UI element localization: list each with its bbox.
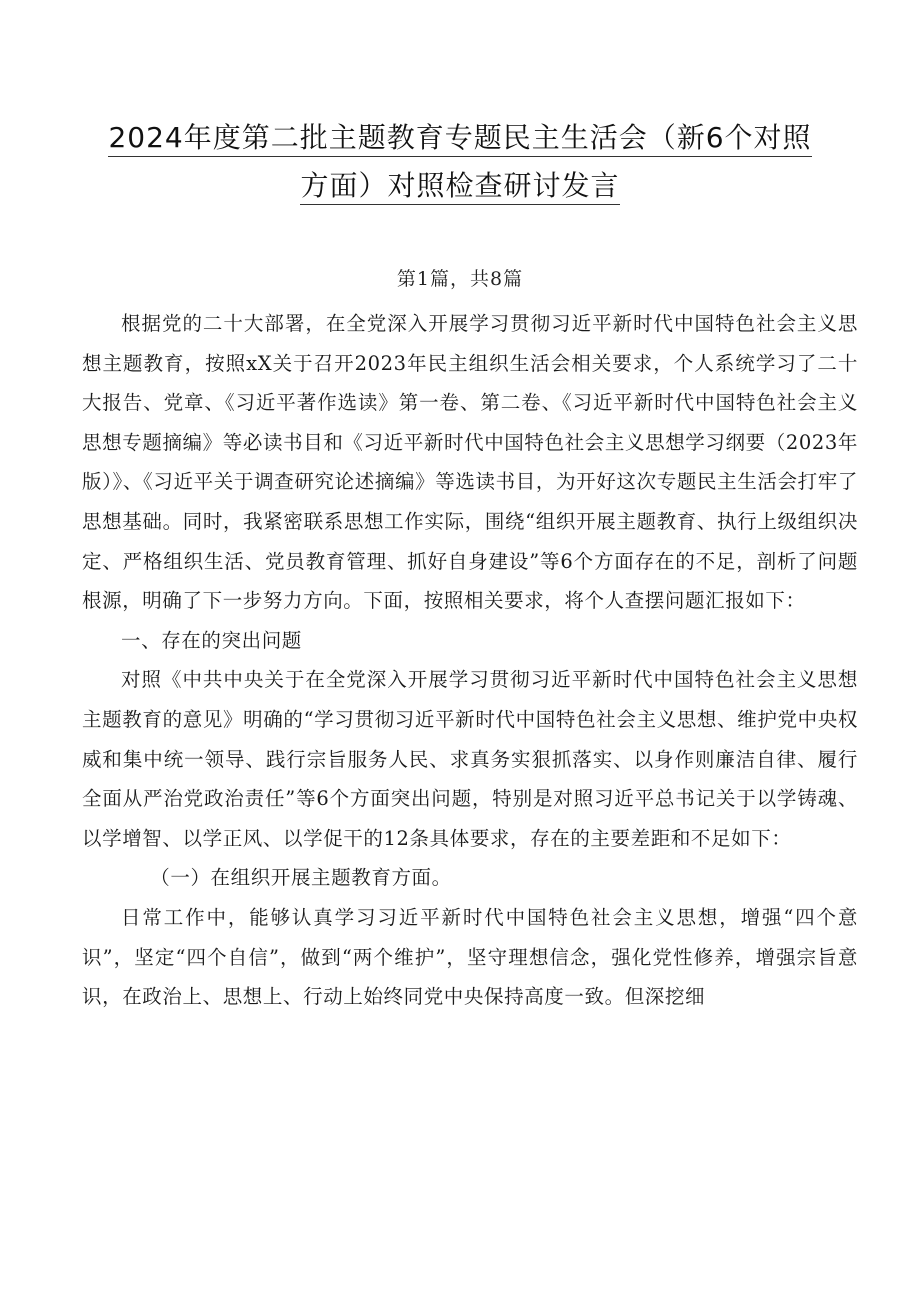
subsection-heading-1: （一）在组织开展主题教育方面。 — [150, 866, 452, 890]
document-body — [82, 304, 858, 1017]
document-title-line-1 — [60, 116, 860, 156]
paragraph-daily-work: 日常工作中，能够认真学习习近平新时代中国特色社会主义思想，增强“四个意识”，坚定“四个自信”，做到“两个维护”，坚守理想信念，强化党性修养，增强宗旨意识，在政治上、思想上、行动上始终同党中央保持高度一致。但深挖细 — [82, 905, 858, 1009]
document-title-line-2 — [60, 164, 860, 204]
paragraph-intro: 根据党的二十大部署，在全党深入开展学习贯彻习近平新时代中国特色社会主义思想主题教育，按照xX关于召开2023年民主组织生活会相关要求，个人系统学习了二十大报告、党章、《习近平著作选读》第一卷、第二卷、《习近平新时代中国特色社会主义思想专题摘编》等必读书目和《习近平新时代中国特色社会主义思想学习纲要（2023年版）》、《习近平关于调查研究论述摘编》等选读书目，为开好这次专题民主生活会打牢了思想基础。同时，我紧密联系思想工作实际，围绕“组织开展主题教育、执行上级组织决定、严格组织生活、党员教育管理、抓好自身建设”等6个方面存在的不足，剖析了问题根源，明确了下一步努力方向。下面，按照相关要求，将个人查摆问题汇报如下： — [82, 312, 858, 613]
document-title-text-1: 2024年度第二批主题教育专题民主生活会（新6个对照 — [108, 121, 811, 157]
section-heading-1: 一、存在的突出问题 — [121, 628, 302, 652]
document-title-text-2: 方面）对照检查研讨发言 — [300, 169, 619, 205]
part-indicator: 第1篇，共8篇 — [396, 268, 524, 290]
paragraph-problems: 对照《中共中央关于在全党深入开展学习贯彻习近平新时代中国特色社会主义思想主题教育的意见》明确的“学习贯彻习近平新时代中国特色社会主义思想、维护党中央权威和集中统一领导、践行宗旨服务人民、求真务实狠抓落实、以身作则廉洁自律、履行全面从严治党政治责任”等6个方面突出问题，特别是对照习近平总书记关于以学铸魂、以学增智、以学正风、以学促干的12条具体要求，存在的主要差距和不足如下： — [82, 668, 858, 850]
